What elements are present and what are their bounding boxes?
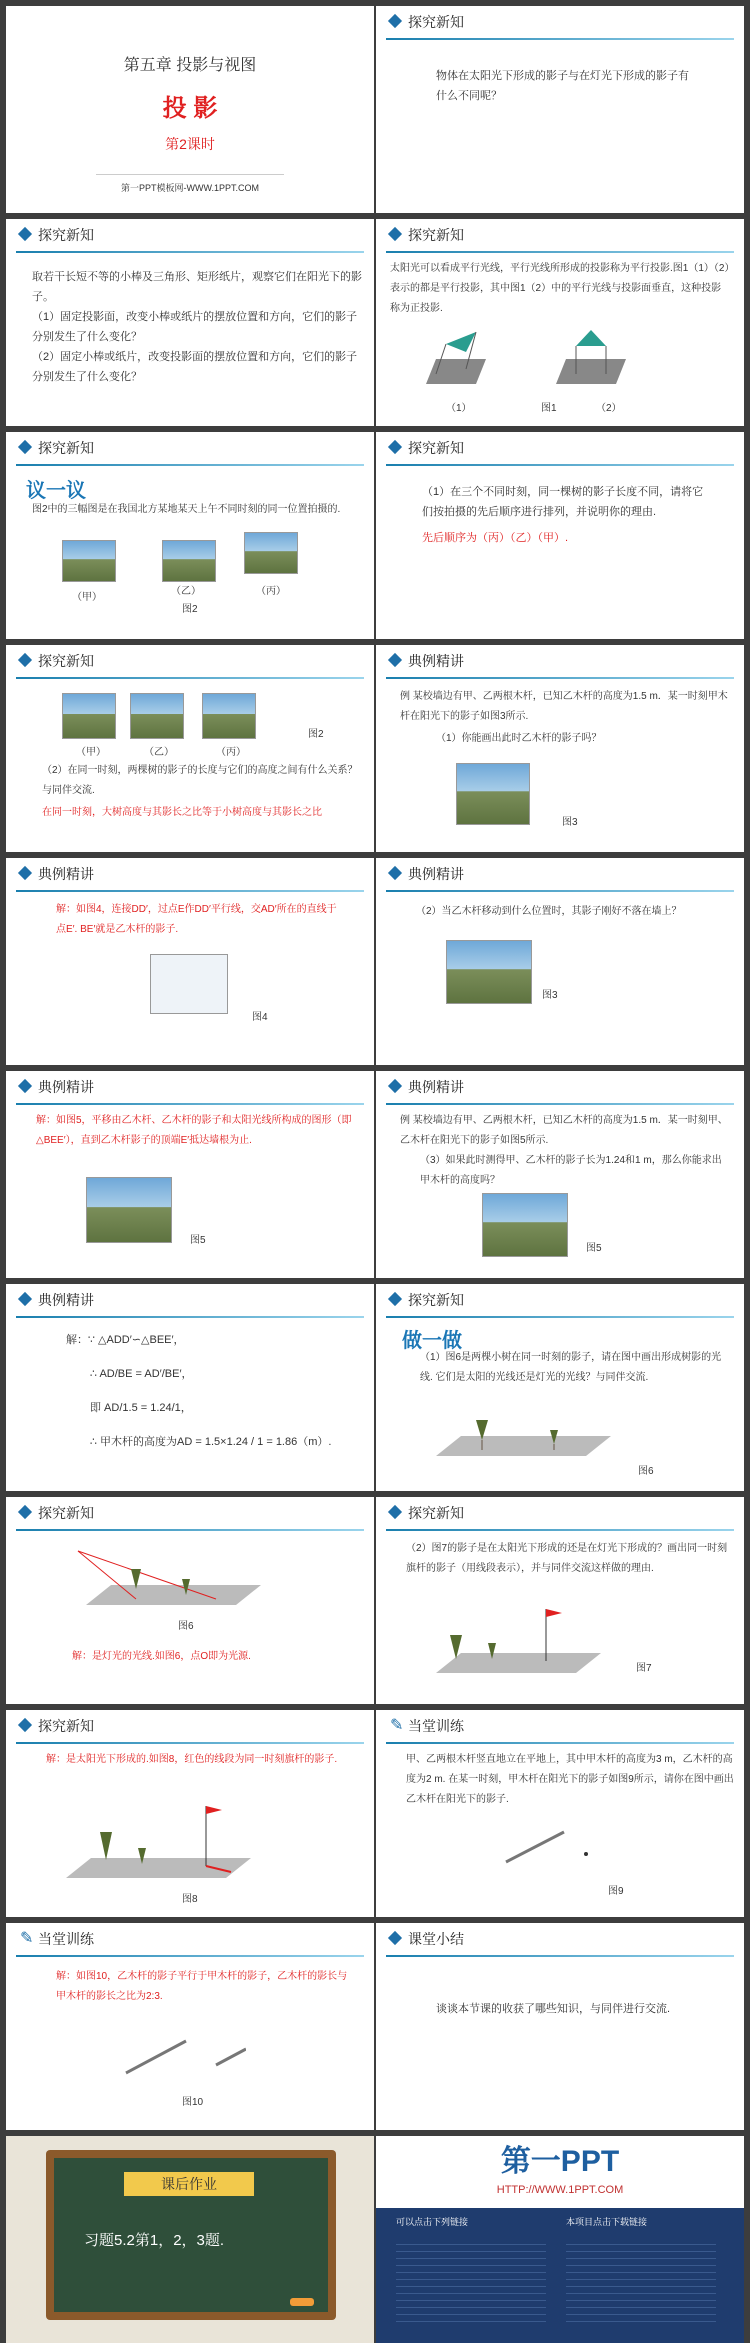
figure-image	[436, 1410, 616, 1460]
diamond-icon	[388, 440, 402, 454]
figure-image	[496, 1822, 616, 1872]
slide-9[interactable]: 典例精讲 解：如图4，连接DD′，过点E作DD′平行线，交AD′所在的直线于点E′. BE′就是乙木杆的影子. 图4	[6, 858, 374, 1065]
paragraph: 图2中的三幅图是在我国北方某地某天上午不同时刻的同一位置拍摄的.	[32, 504, 341, 515]
homework-label: 课后作业	[124, 2172, 254, 2196]
paragraph: （1）固定投影面，改变小棒或纸片的摆放位置和方向，它们的影子分别发生了什么变化？	[32, 311, 358, 343]
slide-header: 探究新知	[6, 1497, 374, 1531]
slide-3[interactable]	[6, 219, 374, 426]
slide-17[interactable]: 探究新知 解：是太阳光下形成的.如图8，红色的线段为同一时刻旗杆的影子. 图8	[6, 1710, 374, 1917]
diamond-icon	[18, 1292, 32, 1306]
slide-header: 探究新知	[6, 1710, 374, 1744]
chalk	[290, 2298, 314, 2306]
figure-image	[456, 763, 530, 825]
divider	[96, 174, 284, 175]
slide-header: 探究新知	[376, 432, 744, 466]
answer-text: 在同一时刻，大树高度与其影长之比等于小树高度与其影长之比	[42, 807, 322, 818]
link-list[interactable]	[566, 2238, 716, 2328]
answer-text: 解：如图4，连接DD′，过点E作DD′平行线，交AD′所在的直线于点E′. BE′就是乙木杆的影子.	[56, 904, 337, 935]
question-text: 物体在太阳光下形成的影子与在灯光下形成的影子有什么不同呢？	[436, 70, 689, 102]
question-text: （3）如果此时测得甲、乙木杆的影子长为1.24和1 m，那么你能求出甲木杆的高度吗？	[420, 1155, 722, 1186]
question-text: （2）当乙木杆移动到什么位置时，其影子刚好不落在墙上？	[416, 906, 682, 917]
slide-header: 典例精讲	[6, 1071, 374, 1105]
diamond-icon	[18, 1079, 32, 1093]
brand-logo: 第一PPT	[500, 2145, 620, 2178]
slide-21[interactable]	[6, 2136, 374, 2343]
sub-heading: 做一做	[402, 1330, 462, 1352]
slide-12[interactable]: 典例精讲 例 某校墙边有甲、乙两根木杆，已知乙木杆的高度为1.5 m．某一时刻甲、乙木杆在阳光下的影子如图5所示. （3）如果此时测得甲、乙木杆的影子长为1.24和1 m，那么你能求出甲木杆的高度吗？ 图5	[376, 1071, 744, 1278]
sub-heading: 议一议	[26, 480, 86, 502]
paragraph: 取若干长短不等的小棒及三角形、矩形纸片，观察它们在阳光下的影子。	[32, 271, 362, 303]
solution-line: ∴ AD/BE = AD′/BE′，	[90, 1368, 193, 1380]
site-label: 第一PPT模板网-WWW.1PPT.COM	[121, 183, 259, 193]
summary-text: 谈谈本节课的收获了哪些知识，与同伴进行交流.	[436, 2003, 671, 2015]
photo	[244, 532, 298, 574]
paragraph: 例 某校墙边有甲、乙两根木杆，已知乙木杆的高度为1.5 m．某一时刻甲、乙木杆在阳光下的影子如图5所示.	[400, 1115, 728, 1146]
slide-6[interactable]	[376, 432, 744, 639]
photo	[162, 540, 216, 582]
paragraph: （2）在同一时刻，两棵树的影子的长度与它们的高度之间有什么关系？与同伴交流.	[42, 765, 358, 796]
diamond-icon	[18, 227, 32, 241]
paragraph: （1）图6是两棵小树在同一时刻的影子，请在图中画出形成树影的光线. 它们是太阳的光线还是灯光的光线？与同伴交流.	[420, 1352, 722, 1383]
slide-header: 典例精讲	[6, 858, 374, 892]
paragraph: （2）图7的影子是在太阳光下形成的还是在灯光下形成的？画出同一时刻旗杆的影子（用线段表示），并与同伴交流这样做的理由.	[406, 1543, 728, 1574]
photo	[62, 693, 116, 739]
slide-11[interactable]: 典例精讲 解：如图5，平移由乙木杆、乙木杆的影子和太阳光线所构成的图形（即△BEE′），直到乙木杆影子的顶端E′抵达墙根为止. 图5	[6, 1071, 374, 1278]
slide-header: 典例精讲	[376, 645, 744, 679]
slide-header: ✎ 当堂训练	[376, 1710, 744, 1744]
slide-header: ✎ 当堂训练	[6, 1923, 374, 1957]
chapter-title: 第五章 投影与视图	[123, 57, 257, 74]
diamond-icon	[18, 1505, 32, 1519]
homework-text: 习题5.2第1，2，3题.	[84, 2232, 225, 2249]
slide-7[interactable]: 探究新知 （甲） （乙） （丙） 图2 （2）在同一时刻，两棵树的影子的长度与它们的高度之间有什么关系？与同伴交流. 在同一时刻，大树高度与其影长之比等于小树高度与其影长之比	[6, 645, 374, 852]
question-text: （1）你能画出此时乙木杆的影子吗？	[436, 733, 602, 744]
link-list[interactable]	[396, 2238, 546, 2328]
diamond-icon	[18, 653, 32, 667]
slide-header: 典例精讲	[376, 1071, 744, 1105]
chalkboard-frame	[46, 2150, 336, 2320]
figure-image	[446, 940, 532, 1004]
slide-16[interactable]: 探究新知 （2）图7的影子是在太阳光下形成的还是在灯光下形成的？画出同一时刻旗杆的影子（用线段表示），并与同伴交流这样做的理由. 图7	[376, 1497, 744, 1704]
diamond-icon	[18, 1718, 32, 1732]
slide-15[interactable]: 探究新知 图6 解：是灯光的光线.如图6，点O即为光源.	[6, 1497, 374, 1704]
paragraph: 例 某校墙边有甲、乙两根木杆，已知乙木杆的高度为1.5 m．某一时刻甲木杆在阳光下的影子如图3所示.	[400, 691, 728, 722]
figure-image	[436, 1603, 606, 1679]
pencil-icon: ✎	[390, 1717, 404, 1734]
slide-header: 探究新知	[6, 219, 374, 253]
photo	[130, 693, 184, 739]
chalkboard	[54, 2158, 328, 2312]
solution-line: ∴ 甲木杆的高度为AD = 1.5×1.24 / 1 = 1.86（m）.	[90, 1436, 332, 1448]
slide-22[interactable]	[376, 2136, 744, 2343]
figure-image	[66, 1794, 256, 1884]
slide-2[interactable]	[376, 6, 744, 213]
slide-header: 典例精讲	[6, 1284, 374, 1318]
answer-text: 先后顺序为（丙）（乙）（甲）.	[422, 532, 569, 544]
slide-header: 探究新知	[376, 1284, 744, 1318]
answer-text: 解：如图5，平移由乙木杆、乙木杆的影子和太阳光线所构成的图形（即△BEE′），直到乙木杆影子的顶端E′抵达墙根为止.	[36, 1115, 352, 1146]
slide-10[interactable]: 典例精讲 （2）当乙木杆移动到什么位置时，其影子刚好不落在墙上？ 图3	[376, 858, 744, 1065]
brand-url[interactable]: HTTP://WWW.1PPT.COM	[496, 2184, 624, 2196]
lesson-label: 第2课时	[165, 136, 215, 152]
figure-image	[76, 1539, 266, 1615]
diamond-icon	[18, 866, 32, 880]
paragraph: （1）在三个不同时刻，同一棵树的影子长度不同，请将它们按拍摄的先后顺序进行排列，并说明你的理由.	[422, 486, 704, 518]
answer-text: 解：是太阳光下形成的.如图8，红色的线段为同一时刻旗杆的影子.	[46, 1754, 338, 1765]
slide-18[interactable]: ✎ 当堂训练 甲、乙两根木杆竖直地立在平地上，其中甲木杆的高度为3 m，乙木杆的高度为2 m. 在某一时刻，甲木杆在阳光下的影子如图9所示，请你在图中画出乙木杆在阳光下的影子. 图9	[376, 1710, 744, 1917]
figure-image	[150, 954, 228, 1014]
slide-19[interactable]: ✎ 当堂训练 解：如图10，乙木杆的影子平行于甲木杆的影子，乙木杆的影长与甲木杆的影长之比为2:3. 图10	[6, 1923, 374, 2130]
slide-header: 探究新知	[6, 432, 374, 466]
diamond-icon	[388, 1292, 402, 1306]
slide-14[interactable]: 探究新知 做一做 （1）图6是两棵小树在同一时刻的影子，请在图中画出形成树影的光线. 它们是太阳的光线还是灯光的光线？与同伴交流. 图6	[376, 1284, 744, 1491]
pencil-icon: ✎	[20, 1930, 34, 1947]
diamond-icon	[388, 1505, 402, 1519]
slide-13[interactable]	[6, 1284, 374, 1491]
slide-header: 探究新知	[376, 219, 744, 253]
answer-text: 解：是灯光的光线.如图6，点O即为光源.	[72, 1651, 251, 1662]
diamond-icon	[388, 14, 402, 28]
footer-panel: 可以点击下列链接 本项目点击下载链接	[376, 2208, 744, 2343]
photo	[202, 693, 256, 739]
slide-header: 探究新知	[376, 6, 744, 40]
figure-image	[482, 1193, 568, 1257]
paragraph: 太阳光可以看成平行光线，平行光线所形成的投影称为平行投影.图1（1）（2）表示的都是平行投影，其中图1（2）中的平行光线与投影面垂直，这种投影称为正投影.	[390, 263, 730, 314]
diamond-icon	[388, 227, 402, 241]
answer-text: 解：如图10，乙木杆的影子平行于甲木杆的影子，乙木杆的影长与甲木杆的影长之比为2:3.	[56, 1971, 348, 2002]
diamond-icon	[388, 1079, 402, 1093]
photo	[62, 540, 116, 582]
paragraph: 甲、乙两根木杆竖直地立在平地上，其中甲木杆的高度为3 m，乙木杆的高度为2 m. 在某一时刻，甲木杆在阳光下的影子如图9所示，请你在图中画出乙木杆在阳光下的影子.	[406, 1754, 734, 1805]
figure-image	[106, 2023, 246, 2083]
slide-header: 课堂小结	[376, 1923, 744, 1957]
slide-header: 典例精讲	[376, 858, 744, 892]
main-title: 投 影	[162, 95, 218, 122]
solution-line: 即 AD/1.5 = 1.24/1，	[90, 1402, 192, 1414]
slide-5[interactable]: 探究新知 议一议 图2中的三幅图是在我国北方某地某天上午不同时刻的同一位置拍摄的. （甲） （乙） （丙） 图2	[6, 432, 374, 639]
diamond-icon	[388, 653, 402, 667]
diamond-icon	[388, 866, 402, 880]
paragraph: （2）固定小棒或纸片，改变投影面的摆放位置和方向，它们的影子分别发生了什么变化？	[32, 351, 358, 383]
slide-8[interactable]: 典例精讲 例 某校墙边有甲、乙两根木杆，已知乙木杆的高度为1.5 m．某一时刻甲木杆在阳光下的影子如图3所示. （1）你能画出此时乙木杆的影子吗？ 图3	[376, 645, 744, 852]
slide-1[interactable]	[6, 6, 374, 213]
diamond-icon	[388, 1931, 402, 1945]
figure-image	[86, 1177, 172, 1243]
slide-4[interactable]: 探究新知 太阳光可以看成平行光线，平行光线所形成的投影称为平行投影.图1（1）（2）表示的都是平行投影，其中图1（2）中的平行光线与投影面垂直，这种投影称为正投影. （1） 图1 （2）	[376, 219, 744, 426]
projection-figure	[416, 324, 676, 394]
slide-20[interactable]	[376, 1923, 744, 2130]
solution-line: 解：∵ △ADD′∽△BEE′，	[66, 1334, 185, 1346]
slide-header: 探究新知	[376, 1497, 744, 1531]
slide-header: 探究新知	[6, 645, 374, 679]
diamond-icon	[18, 440, 32, 454]
